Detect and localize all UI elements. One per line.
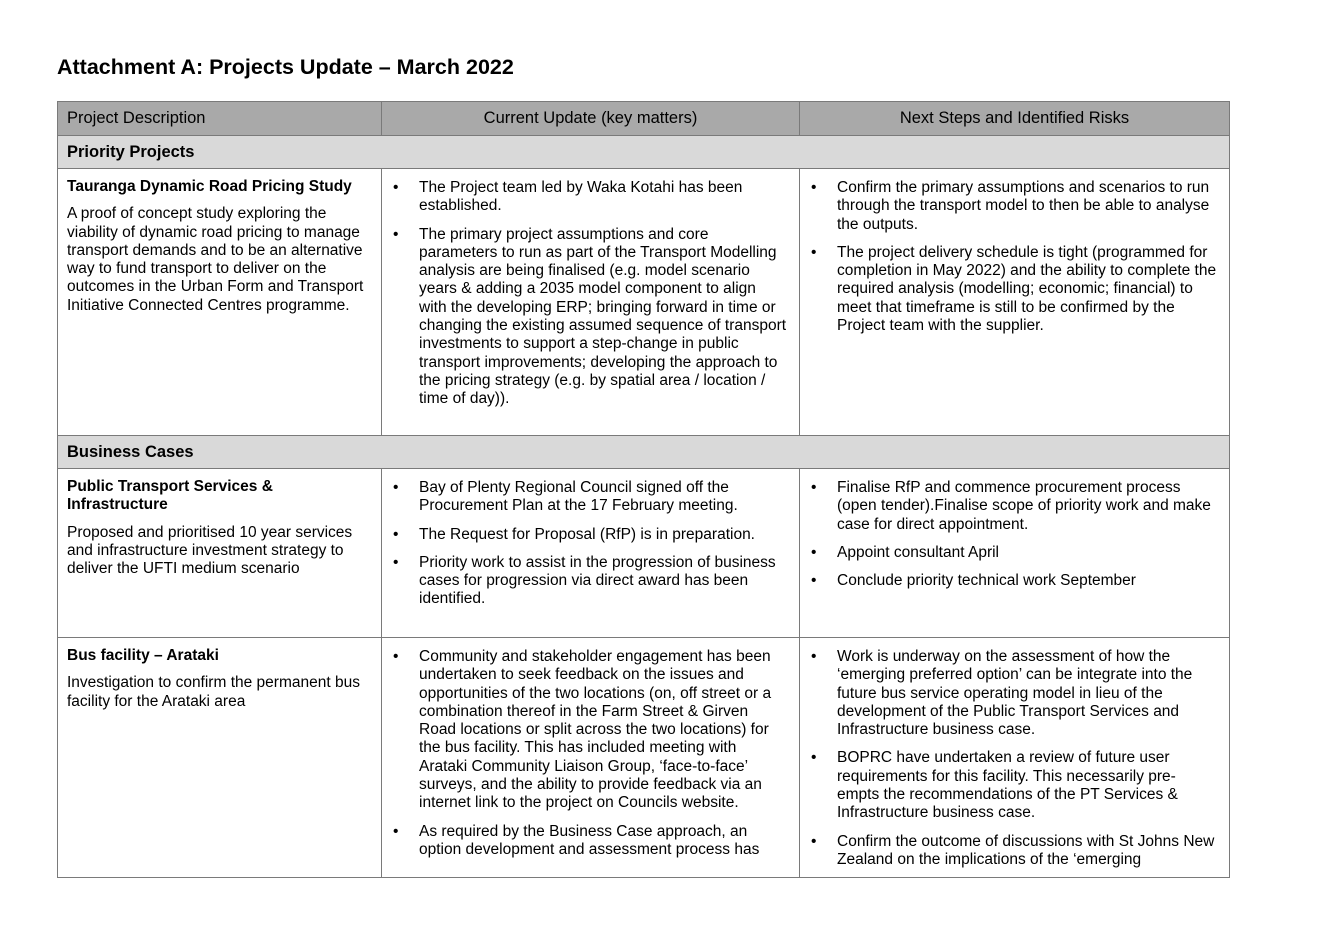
list-item: • Appoint consultant April bbox=[808, 544, 1217, 562]
project-summary: Investigation to confirm the permanent bus facility for the Arataki area bbox=[67, 674, 360, 710]
list-item: • Priority work to assist in the progression of business cases for progression via direct award has been identified. bbox=[390, 554, 787, 609]
current-update-cell bbox=[382, 638, 800, 878]
column-header-project-description: Project Description bbox=[58, 102, 382, 136]
section-row-business-cases bbox=[58, 436, 1230, 469]
next-steps-list bbox=[808, 179, 1217, 335]
list-item: • The project delivery schedule is tight (programmed for completion in May 2022) and the ability to complete the required analysis (modelling; economic; financial) to meet that timeframe is still to be confirmed by the Project team with the supplier. bbox=[808, 244, 1217, 335]
table-row bbox=[58, 469, 1230, 638]
update-list bbox=[390, 479, 787, 609]
projects-table bbox=[57, 101, 1230, 878]
list-item: • Work is underway on the assessment of how the ‘emerging preferred option’ can be integrate into the future bus service operating model in lieu of the development of the Public Transport Services and Infrastructure business case. bbox=[808, 648, 1217, 739]
project-description-cell bbox=[58, 469, 382, 638]
list-item: • The Request for Proposal (RfP) is in preparation. bbox=[390, 526, 787, 544]
next-steps-cell bbox=[800, 169, 1230, 436]
next-steps-cell bbox=[800, 469, 1230, 638]
list-item: • The primary project assumptions and core parameters to run as part of the Transport Modelling analysis are being finalised (e.g. model scenario years & adding a 2035 model component to align with the developing ERP; bringing forward in time or changing the existing assumed sequence of transport investments to support a step-change in public transport improvements; developing the approach to the pricing strategy (e.g. by spatial area / location / time of day)). bbox=[390, 226, 787, 409]
section-heading: Business Cases bbox=[58, 436, 1230, 469]
next-steps-list bbox=[808, 648, 1217, 869]
list-item: • Community and stakeholder engagement has been undertaken to seek feedback on the issues and opportunities of the two locations (on, off street or a combination thereof in the Farm Street & Girven Road locations or split across the two locations) for the bus facility. This has included meeting with Arataki Community Liaison Group, ‘face-to-face’ surveys, and the ability to provide feedback via an internet link to the project on Councils website. bbox=[390, 648, 787, 813]
next-steps-cell bbox=[800, 638, 1230, 878]
project-description-cell bbox=[58, 169, 382, 436]
table-row bbox=[58, 638, 1230, 878]
list-item: • Finalise RfP and commence procurement process (open tender).Finalise scope of priority work and make case for direct appointment. bbox=[808, 479, 1217, 534]
project-summary: A proof of concept study exploring the viability of dynamic road pricing to manage transport demands and to be an alternative way to fund transport to deliver on the outcomes in the Urban Form and Transport Initiative Connected Centres programme. bbox=[67, 205, 364, 314]
section-row-priority-projects bbox=[58, 136, 1230, 169]
current-update-cell bbox=[382, 169, 800, 436]
list-item: • BOPRC have undertaken a review of future user requirements for this facility. This necessarily pre-empts the recommendations of the PT Services & Infrastructure business case. bbox=[808, 749, 1217, 822]
project-summary: Proposed and prioritised 10 year services and infrastructure investment strategy to deliver the UFTI medium scenario bbox=[67, 523, 353, 578]
current-update-cell bbox=[382, 469, 800, 638]
project-description-cell bbox=[58, 638, 382, 878]
column-header-current-update: Current Update (key matters) bbox=[382, 102, 800, 136]
project-name: Bus facility – Arataki bbox=[67, 647, 219, 664]
page-title: Attachment A: Projects Update – March 2022 bbox=[57, 55, 514, 79]
section-heading: Priority Projects bbox=[58, 136, 1230, 169]
project-name: Tauranga Dynamic Road Pricing Study bbox=[67, 178, 352, 195]
list-item: • Bay of Plenty Regional Council signed off the Procurement Plan at the 17 February meeting. bbox=[390, 479, 787, 516]
update-list bbox=[390, 648, 787, 859]
list-item: • As required by the Business Case approach, an option development and assessment process has bbox=[390, 823, 787, 860]
list-item: • The Project team led by Waka Kotahi has been established. bbox=[390, 179, 787, 216]
column-header-next-steps: Next Steps and Identified Risks bbox=[800, 102, 1230, 136]
list-item: • Conclude priority technical work September bbox=[808, 572, 1217, 590]
next-steps-list bbox=[808, 479, 1217, 590]
table-header-row bbox=[58, 102, 1230, 136]
update-list bbox=[390, 179, 787, 409]
project-name: Public Transport Services & Infrastructure bbox=[67, 478, 273, 514]
table-row bbox=[58, 169, 1230, 436]
list-item: • Confirm the outcome of discussions with St Johns New Zealand on the implications of the ‘emerging bbox=[808, 833, 1217, 870]
list-item: • Confirm the primary assumptions and scenarios to run through the transport model to then be able to analyse the outputs. bbox=[808, 179, 1217, 234]
